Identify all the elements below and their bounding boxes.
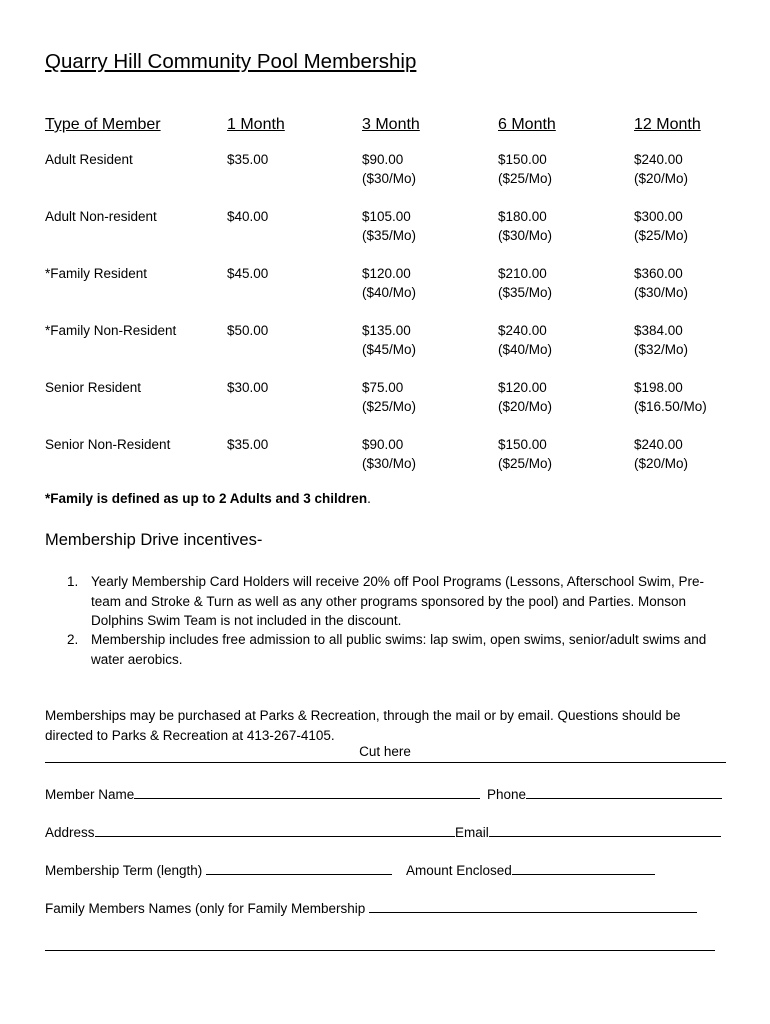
price-3-month: $90.00 [362,437,404,452]
price-3-month: $135.00 [362,323,411,338]
price-6-month: $150.00 [498,437,547,452]
per-month-6: ($40/Mo) [498,342,553,357]
membership-term-field[interactable] [45,860,392,880]
price-12-month: $198.00 [634,380,683,395]
cut-line [45,762,726,763]
email-label: Email [455,825,489,840]
price-1-month: $30.00 [227,380,269,395]
page-title: Quarry Hill Community Pool Membership [45,50,417,73]
member-type: Senior Non-Resident [45,437,171,452]
price-3-month: $90.00 [362,152,404,167]
per-month-6: ($25/Mo) [498,456,553,471]
price-6-month: $210.00 [498,266,547,281]
purchase-info: Memberships may be purchased at Parks & Recreation, through the mail or by email. Questions should be directed to Parks & Recreation at 413-267-4105. [45,708,681,743]
per-month-6: ($25/Mo) [498,171,553,186]
price-12-month: $360.00 [634,266,683,281]
price-3-month: $105.00 [362,209,411,224]
price-6-month: $120.00 [498,380,547,395]
per-month-6: ($30/Mo) [498,228,553,243]
per-month-3: ($30/Mo) [362,171,417,186]
phone-label: Phone [487,787,527,802]
address-field[interactable] [45,822,455,842]
price-6-month: $150.00 [498,152,547,167]
member-type: *Family Non-Resident [45,323,177,338]
price-1-month: $35.00 [227,437,269,452]
price-1-month: $45.00 [227,266,269,281]
price-12-month: $384.00 [634,323,683,338]
list-item-number: 2. [67,632,79,647]
phone-field[interactable] [487,784,722,804]
family-names-field[interactable] [45,898,697,918]
address-blank[interactable] [95,822,455,837]
address-label: Address [45,825,95,840]
list-item-number: 1. [67,574,79,589]
list-item: Yearly Membership Card Holders will receive 20% off Pool Programs (Lessons, Afterschool Swim, Pre-team and Stroke & Turn as well as any other programs sponsored by the pool) and Parties. Monson Dolphins Swim Team is not included in the discount. [91,574,704,628]
member-type: Adult Resident [45,152,133,167]
family-definition-note [45,491,371,506]
amount-enclosed-blank[interactable] [512,860,655,875]
header-6-month: 6 Month [498,116,556,133]
per-month-3: ($35/Mo) [362,228,417,243]
per-month-12: ($20/Mo) [634,456,689,471]
cut-here-label: Cut here [359,744,411,759]
per-month-12: ($32/Mo) [634,342,689,357]
per-month-6: ($35/Mo) [498,285,553,300]
member-name-field[interactable] [45,784,480,804]
amount-enclosed-label: Amount Enclosed [406,863,512,878]
price-12-month: $240.00 [634,437,683,452]
price-1-month: $40.00 [227,209,269,224]
email-field[interactable] [455,822,721,842]
membership-term-label: Membership Term (length) [45,863,203,878]
member-type: Adult Non-resident [45,209,157,224]
per-month-6: ($20/Mo) [498,399,553,414]
per-month-3: ($30/Mo) [362,456,417,471]
price-1-month: $35.00 [227,152,269,167]
family-names-extra-line[interactable] [45,950,715,951]
per-month-12: ($30/Mo) [634,285,689,300]
member-name-blank[interactable] [134,784,480,799]
price-6-month: $240.00 [498,323,547,338]
header-type-of-member: Type of Member [45,116,161,133]
per-month-3: ($25/Mo) [362,399,417,414]
member-type: *Family Resident [45,266,148,281]
price-12-month: $240.00 [634,152,683,167]
per-month-3: ($45/Mo) [362,342,417,357]
family-names-blank[interactable] [369,898,697,913]
price-3-month: $75.00 [362,380,404,395]
header-1-month: 1 Month [227,116,285,133]
member-type: Senior Resident [45,380,142,395]
per-month-12: ($20/Mo) [634,171,689,186]
phone-blank[interactable] [526,784,722,799]
header-3-month: 3 Month [362,116,420,133]
price-6-month: $180.00 [498,209,547,224]
per-month-12: ($25/Mo) [634,228,689,243]
family-note-period: . [367,491,371,506]
family-names-label: Family Members Names (only for Family Membership [45,901,366,916]
list-item: Membership includes free admission to all public swims: lap swim, open swims, senior/adult swims and water aerobics. [91,632,707,667]
per-month-12: ($16.50/Mo) [634,399,707,414]
incentives-heading: Membership Drive incentives- [45,531,263,549]
header-12-month: 12 Month [634,116,701,133]
member-name-label: Member Name [45,787,135,802]
price-12-month: $300.00 [634,209,683,224]
membership-term-blank[interactable] [206,860,392,875]
family-note-text: *Family is defined as up to 2 Adults and 3 children [45,491,368,506]
price-3-month: $120.00 [362,266,411,281]
email-blank[interactable] [489,822,721,837]
amount-enclosed-field[interactable] [406,860,655,880]
price-1-month: $50.00 [227,323,269,338]
per-month-3: ($40/Mo) [362,285,417,300]
